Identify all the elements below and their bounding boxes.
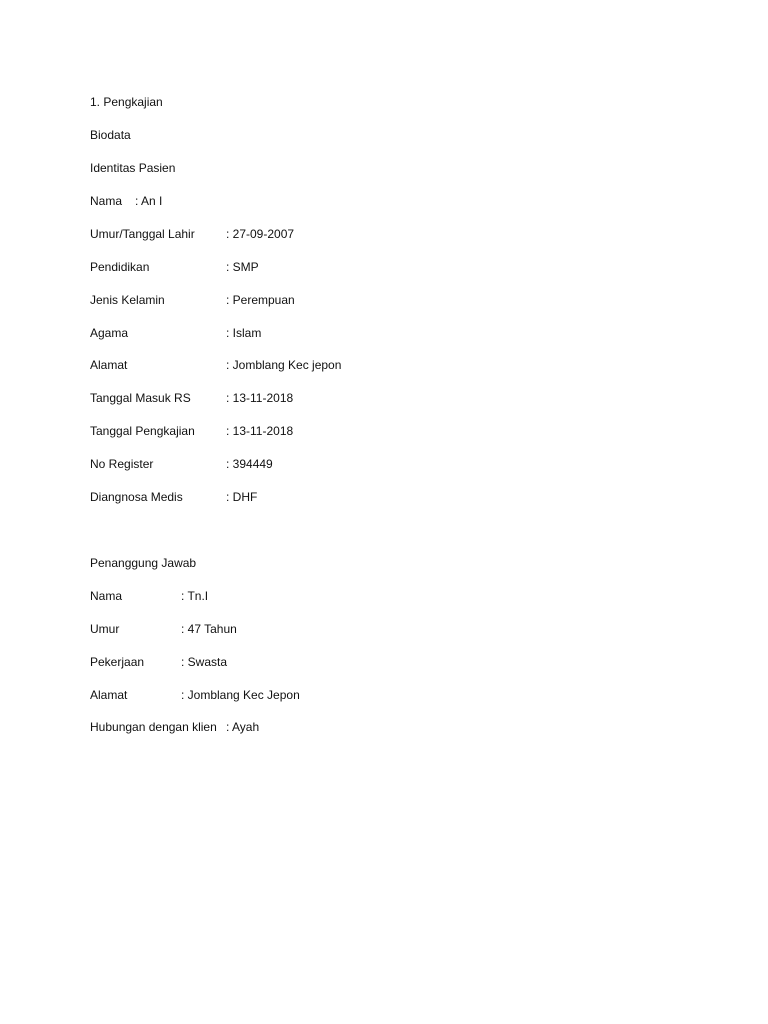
guardian-name-label: Nama xyxy=(90,589,123,603)
guardian-occupation-label: Pekerjaan xyxy=(90,655,145,669)
patient-birthdate-label: Umur/Tanggal Lahir xyxy=(90,227,195,241)
patient-diagnosis-value: : DHF xyxy=(226,490,258,504)
patient-identity-heading: Identitas Pasien xyxy=(90,161,176,175)
patient-religion-label: Agama xyxy=(90,326,129,340)
patient-admission-date-label: Tanggal Masuk RS xyxy=(90,391,191,405)
patient-birthdate-value: : 27-09-2007 xyxy=(226,227,295,241)
guardian-occupation-value: : Swasta xyxy=(181,655,228,669)
guardian-relationship-value: : Ayah xyxy=(226,720,260,734)
guardian-heading: Penanggung Jawab xyxy=(90,556,197,570)
guardian-name-value: : Tn.I xyxy=(181,589,209,603)
guardian-age-value: : 47 Tahun xyxy=(181,622,237,636)
patient-diagnosis-label: Diangnosa Medis xyxy=(90,490,183,504)
patient-address-value: : Jomblang Kec jepon xyxy=(226,358,342,372)
section-heading: 1. Pengkajian xyxy=(90,95,163,109)
biodata-heading: Biodata xyxy=(90,128,131,142)
patient-admission-date-value: : 13-11-2018 xyxy=(226,391,294,405)
guardian-address-label: Alamat xyxy=(90,688,128,702)
patient-address-label: Alamat xyxy=(90,358,128,372)
patient-name-value: : An I xyxy=(135,194,163,208)
patient-education-value: : SMP xyxy=(226,260,259,274)
patient-religion-value: : Islam xyxy=(226,326,262,340)
guardian-relationship-label: Hubungan dengan klien xyxy=(90,720,217,734)
patient-assessment-date-label: Tanggal Pengkajian xyxy=(90,424,195,438)
patient-name-label: Nama xyxy=(90,194,123,208)
patient-gender-label: Jenis Kelamin xyxy=(90,293,165,307)
patient-gender-value: : Perempuan xyxy=(226,293,295,307)
patient-register-value: : 394449 xyxy=(226,457,273,471)
guardian-address-value: : Jomblang Kec Jepon xyxy=(181,688,300,702)
patient-register-label: No Register xyxy=(90,457,154,471)
patient-education-label: Pendidikan xyxy=(90,260,150,274)
patient-assessment-date-value: : 13-11-2018 xyxy=(226,424,294,438)
guardian-age-label: Umur xyxy=(90,622,120,636)
